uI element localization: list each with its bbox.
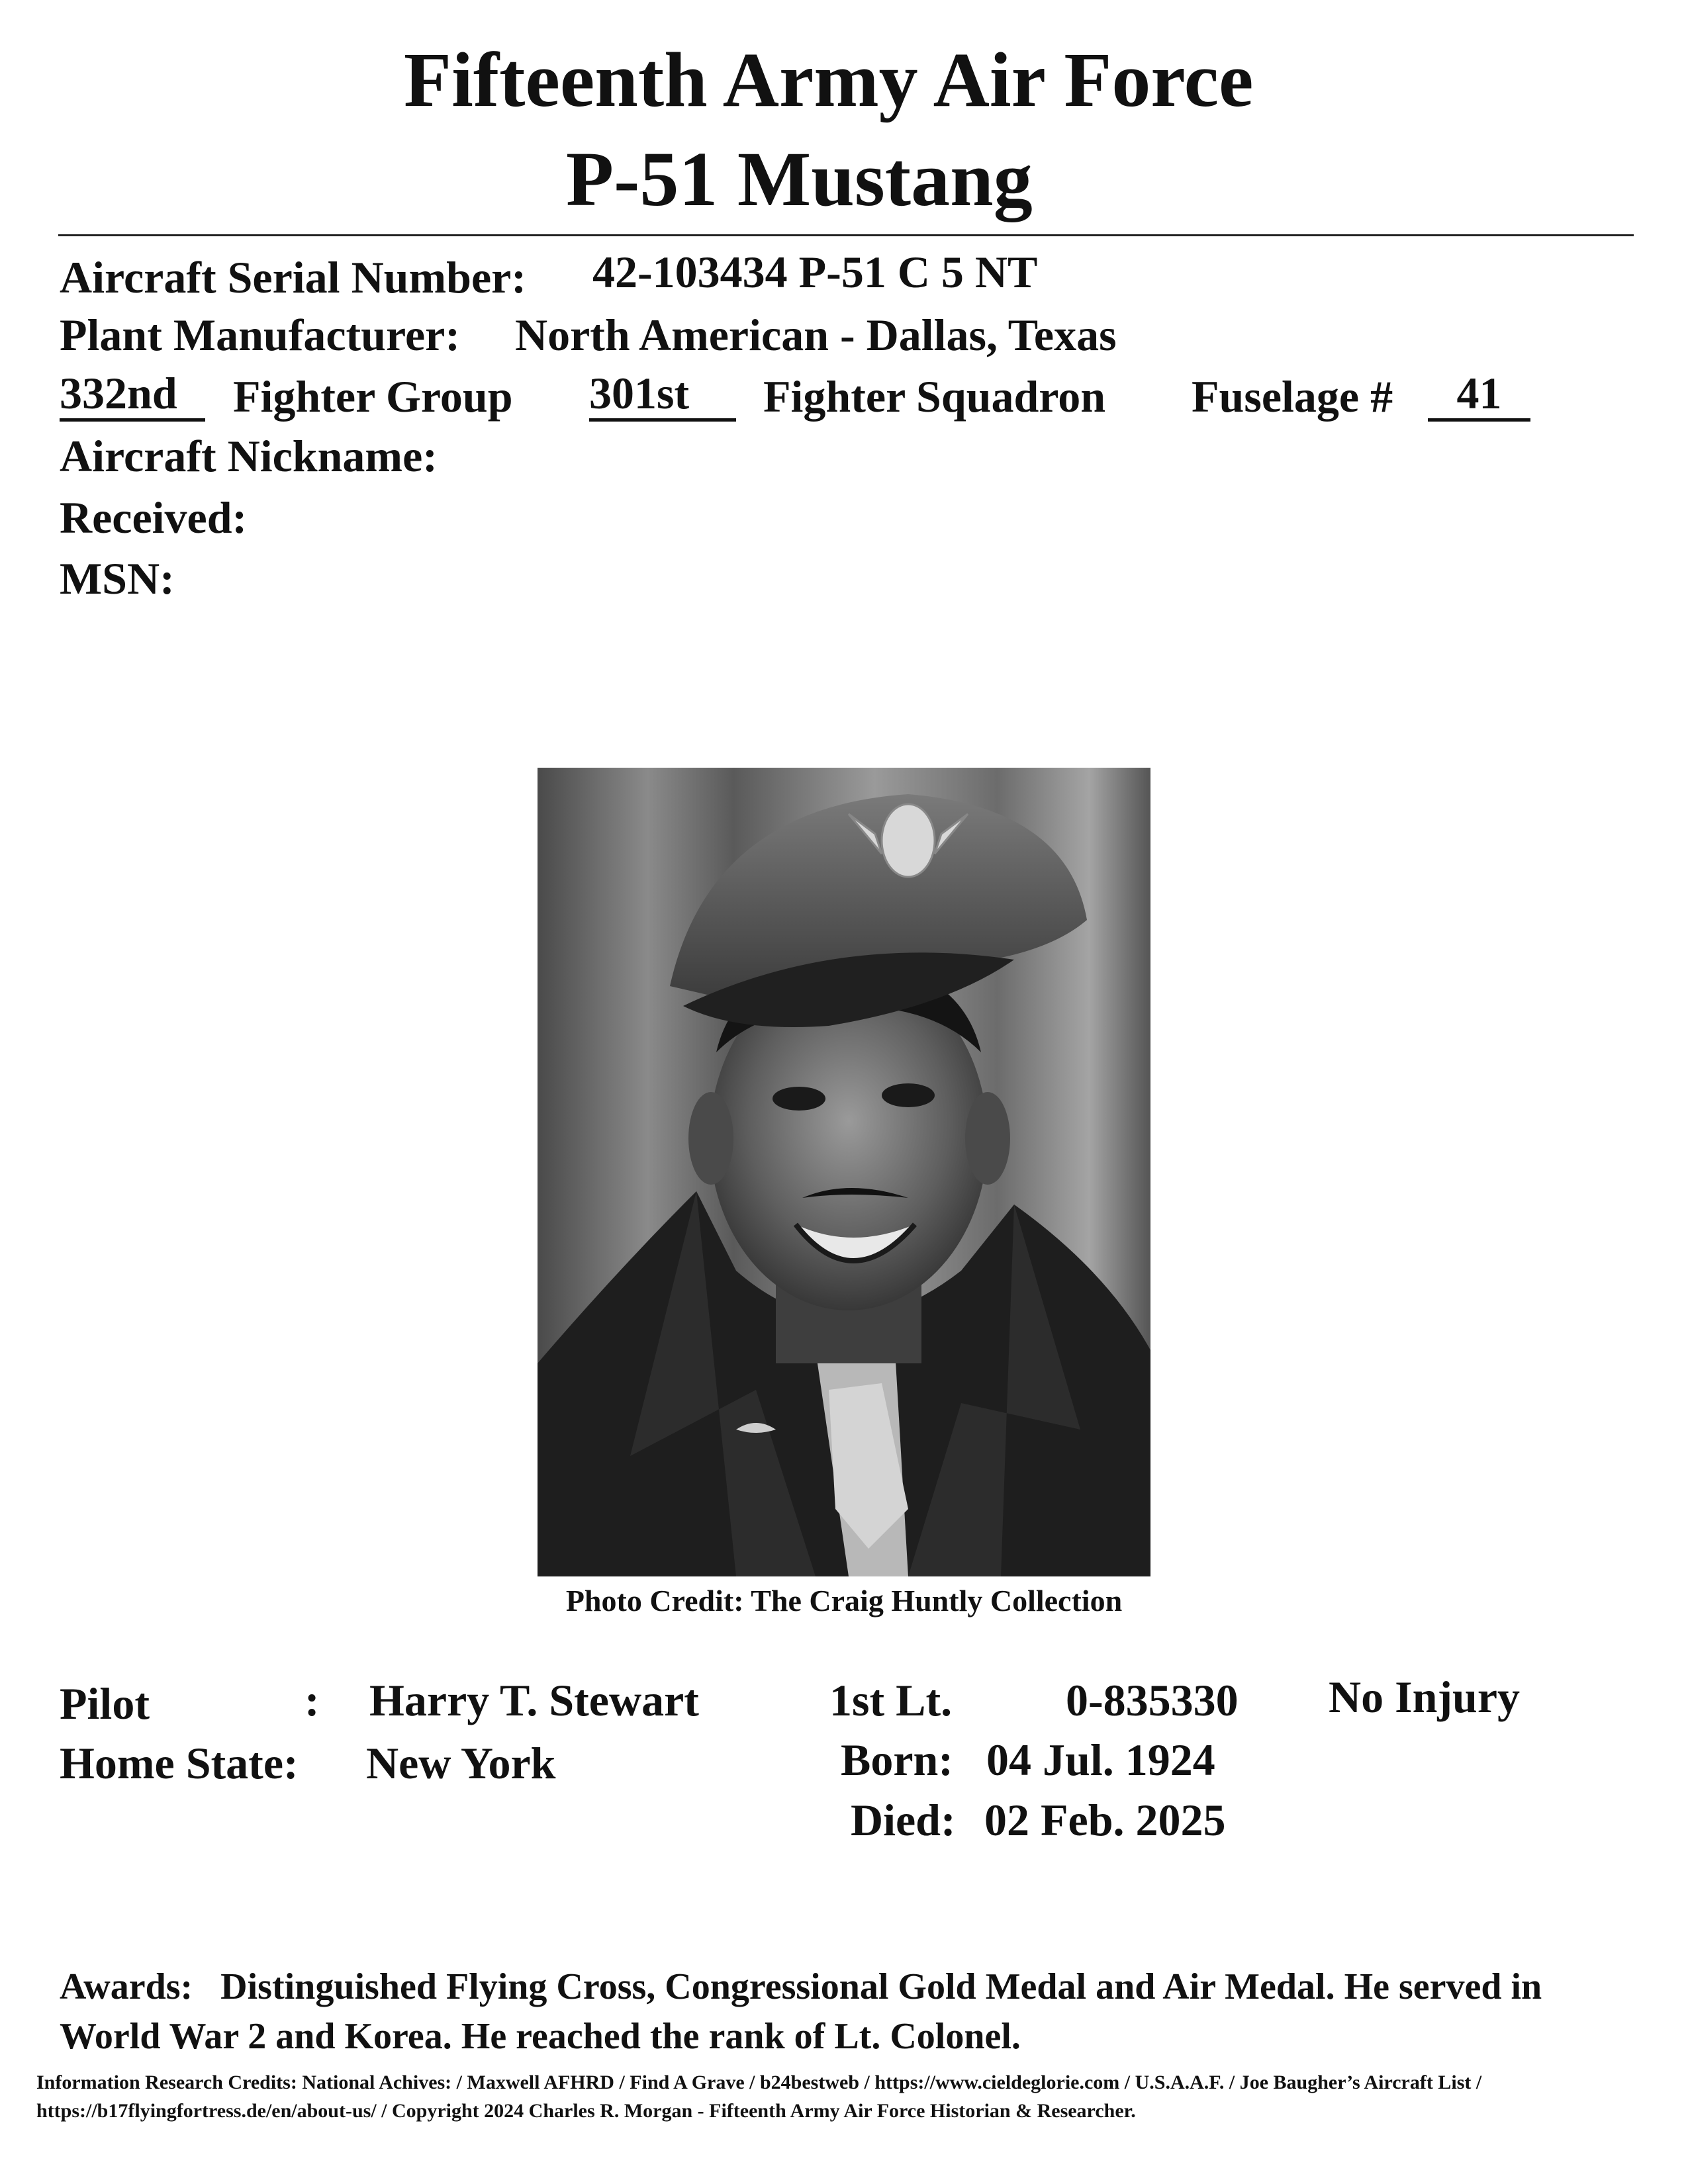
awards-line1: [60, 1966, 1542, 2008]
pilot-name: Harry T. Stewart: [369, 1675, 699, 1725]
died-value: 02 Feb. 2025: [984, 1795, 1226, 1845]
fuselage-value: 41: [1456, 368, 1502, 418]
fighter-group-label: Fighter Group: [233, 371, 513, 422]
awards-text-line2: World War 2 and Korea. He reached the rank of Lt. Colonel.: [60, 2016, 1021, 2057]
footer-credits-line2: https://b17flyingfortress.de/en/about-us/ / Copyright 2024 Charles R. Morgan - Fifteenth Army Air Force Historian & Researcher.: [36, 2100, 1136, 2122]
pilot-serial: 0-835330: [1066, 1675, 1239, 1725]
fuselage-label: Fuselage #: [1192, 371, 1393, 422]
died-label: Died:: [851, 1795, 956, 1845]
nickname-label: Aircraft Nickname:: [60, 431, 438, 481]
received-label: Received:: [60, 492, 248, 543]
manufacturer-value: North American - Dallas, Texas: [515, 310, 1117, 360]
born-label: Born:: [841, 1735, 953, 1785]
header-divider: [58, 234, 1634, 236]
pilot-rank: 1st Lt.: [829, 1675, 953, 1725]
msn-label: MSN:: [60, 553, 175, 604]
fighter-squadron-value: 301st: [589, 368, 690, 418]
serial-number-value: 42-103434 P-51 C 5 NT: [592, 247, 1038, 297]
photo-credit: Photo Credit: The Craig Huntly Collection: [565, 1584, 1123, 1617]
manufacturer-label: Plant Manufacturer:: [60, 310, 460, 360]
fuselage-underline: [1428, 368, 1530, 422]
fighter-squadron-underline: [589, 368, 736, 422]
home-state-label: Home State:: [60, 1738, 299, 1788]
awards-text-line1: Distinguished Flying Cross, Congressional Gold Medal and Air Medal. He served in: [220, 1966, 1542, 2007]
fighter-squadron-label: Fighter Squadron: [763, 371, 1106, 422]
pilot-status: No Injury: [1329, 1672, 1521, 1722]
page-title: Fifteenth Army Air Force: [404, 36, 1254, 123]
pilot-label: Pilot: [60, 1678, 150, 1729]
footer-credits-line1: Information Research Credits: National Achives: / Maxwell AFHRD / Find A Grave / b24bestweb / https://www.cieldeglorie.com / U.S.A.A.F. / Joe Baugher’s Aircraft List /: [36, 2071, 1482, 2093]
born-value: 04 Jul. 1924: [986, 1735, 1215, 1785]
portrait-photo: [538, 768, 1150, 1576]
awards-label: Awards:: [60, 1966, 193, 2007]
fighter-group-underline: [60, 368, 205, 422]
page-subtitle: P-51 Mustang: [566, 136, 1033, 222]
pilot-colon: :: [305, 1675, 320, 1725]
serial-number-label: Aircraft Serial Number:: [60, 252, 526, 302]
home-state-value: New York: [366, 1738, 556, 1788]
fighter-group-value: 332nd: [60, 368, 177, 418]
